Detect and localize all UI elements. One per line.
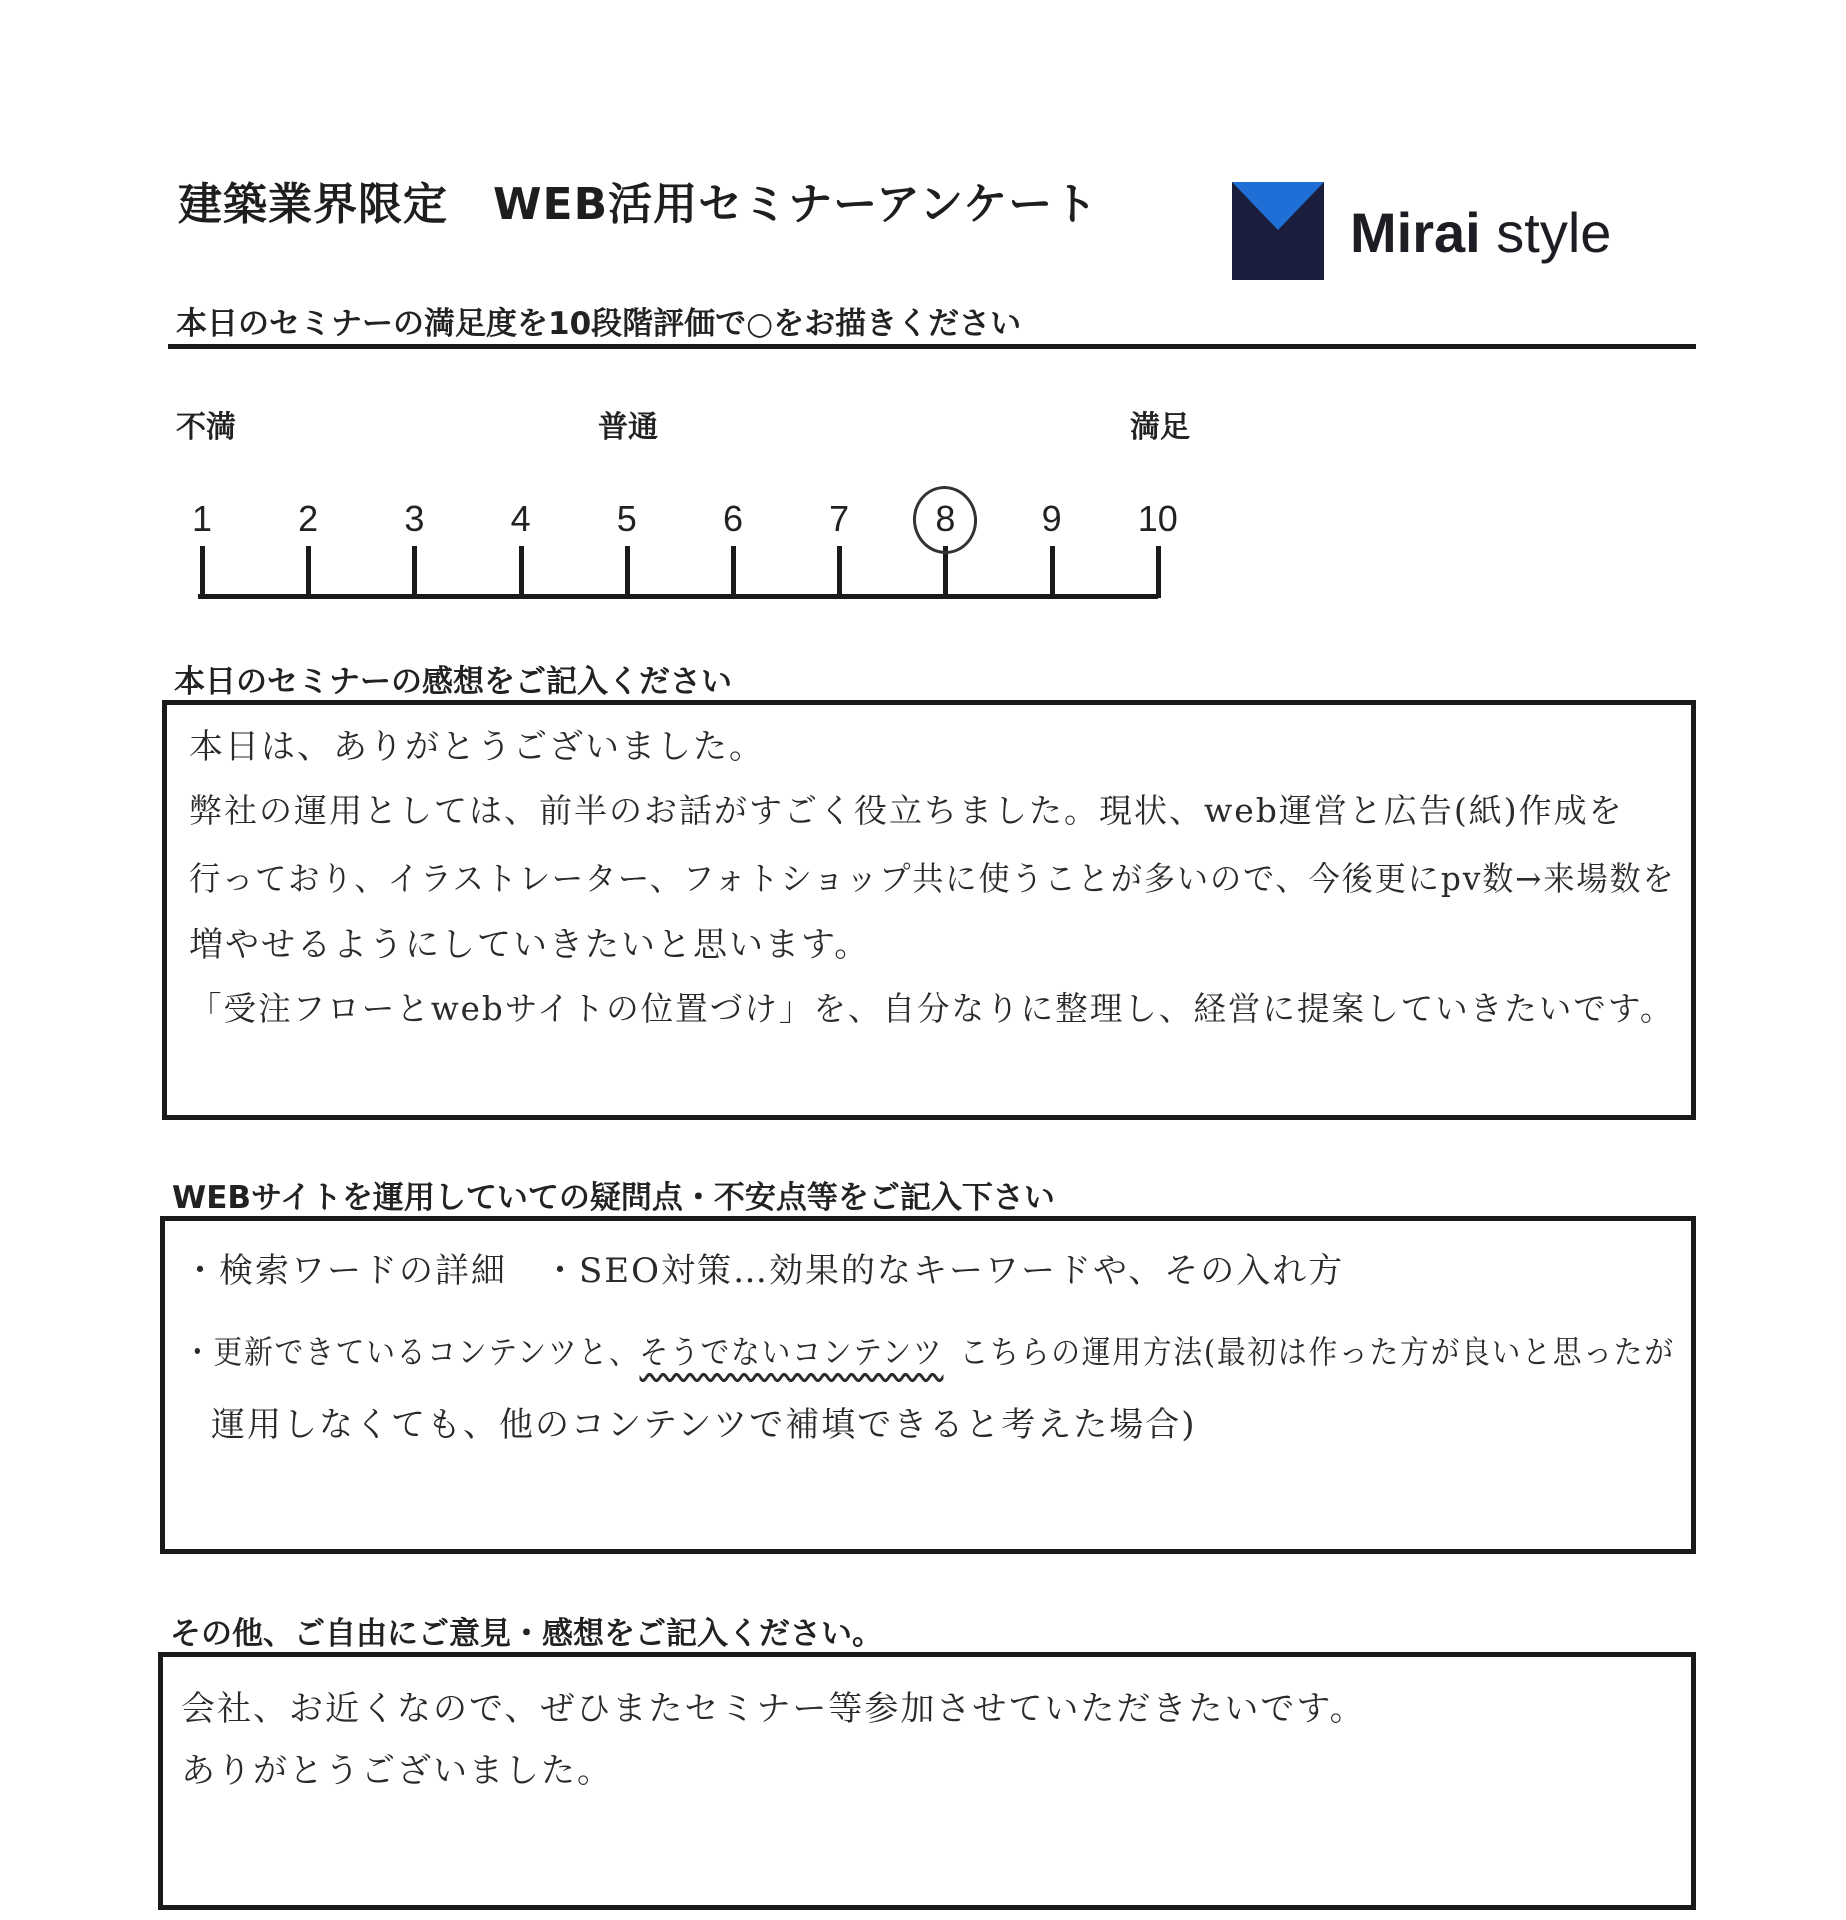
brand-name-light: style <box>1496 201 1612 264</box>
impressions-line-3: 行っており、イラストレーター、フォトショップ共に使うことが多いので、今後更にpv数→来場数を <box>189 859 1676 898</box>
questions-line-2-start: ・更新できているコンテンツと、 <box>183 1333 640 1371</box>
scale-tick <box>200 546 205 598</box>
brand-logo-icon <box>1232 182 1324 280</box>
scale-number: 4 <box>510 498 531 539</box>
scale-tick <box>1050 546 1055 598</box>
questions-line-3: 運用しなくても、他のコンテンツで補填できると考えた場合) <box>211 1405 1197 1445</box>
scale-number: 2 <box>298 498 319 539</box>
scale-label-mid: 普通 <box>598 410 658 445</box>
survey-title: 建築業界限定 WEB活用セミナーアンケート <box>178 179 1099 230</box>
impressions-answer-box <box>162 700 1696 1120</box>
scale-tick <box>306 546 311 598</box>
scale-tick <box>519 546 524 598</box>
scale-number: 6 <box>722 498 744 539</box>
other-line-2: ありがとうございました。 <box>181 1751 613 1791</box>
scale-tick <box>1156 546 1161 598</box>
questions-line-1: ・検索ワードの詳細 ・SEO対策…効果的なキーワードや、その入れ方 <box>183 1251 1345 1291</box>
scale-number: 5 <box>616 498 637 539</box>
scale-tick <box>731 546 736 598</box>
impressions-line-4: 増やせるようにしていきたいと思います。 <box>189 925 871 965</box>
scale-tick <box>837 546 842 598</box>
impressions-heading: 本日のセミナーの感想をご記入ください <box>174 664 732 700</box>
impressions-line-5: 「受注フローとwebサイトの位置づけ」を、自分なりに整理し、経営に提案していきたいです。 <box>189 989 1675 1028</box>
scale-label-low: 不満 <box>176 410 236 445</box>
scale-number: 7 <box>829 498 850 539</box>
other-line-1: 会社、お近くなので、ぜひまたセミナー等参加させていただきたいです。 <box>181 1689 1366 1729</box>
questions-answer-box <box>160 1216 1696 1554</box>
impressions-line-2: 弊社の運用としては、前半のお話がすごく役立ちました。現状、web運営と広告(紙)作成を <box>189 791 1624 830</box>
scale-label-high: 満足 <box>1130 410 1190 445</box>
impressions-line-1: 本日は、ありがとうございました。 <box>189 727 765 767</box>
brand-name <box>1350 200 1611 265</box>
other-heading: その他、ご自由にご意見・感想をご記入ください。 <box>170 1616 883 1652</box>
other-answer-box <box>158 1652 1696 1910</box>
scale-number: 3 <box>404 498 425 539</box>
scale-number: 9 <box>1041 498 1062 539</box>
questions-wavy-underlined: そうでないコンテンツ <box>639 1333 944 1371</box>
scale-number: 8 <box>935 498 956 539</box>
brand-name-bold: Mirai <box>1350 201 1481 264</box>
scale-number: 10 <box>1137 498 1178 539</box>
scale-tick <box>412 546 417 598</box>
satisfaction-heading: 本日のセミナーの満足度を10段階評価で○をお描きください <box>176 306 1022 342</box>
scale-tick <box>625 546 630 598</box>
heading-divider <box>168 344 1696 349</box>
selected-rating-circle <box>909 482 982 558</box>
scale-number: 1 <box>191 498 213 539</box>
questions-line-2-end: こちらの運用方法(最初は作った方が良いと思ったが <box>959 1333 1675 1371</box>
questions-heading: WEBサイトを運用していての疑問点・不安点等をご記入下さい <box>172 1180 1055 1216</box>
scale-baseline <box>198 594 1158 599</box>
questions-line-2 <box>183 1327 1675 1373</box>
